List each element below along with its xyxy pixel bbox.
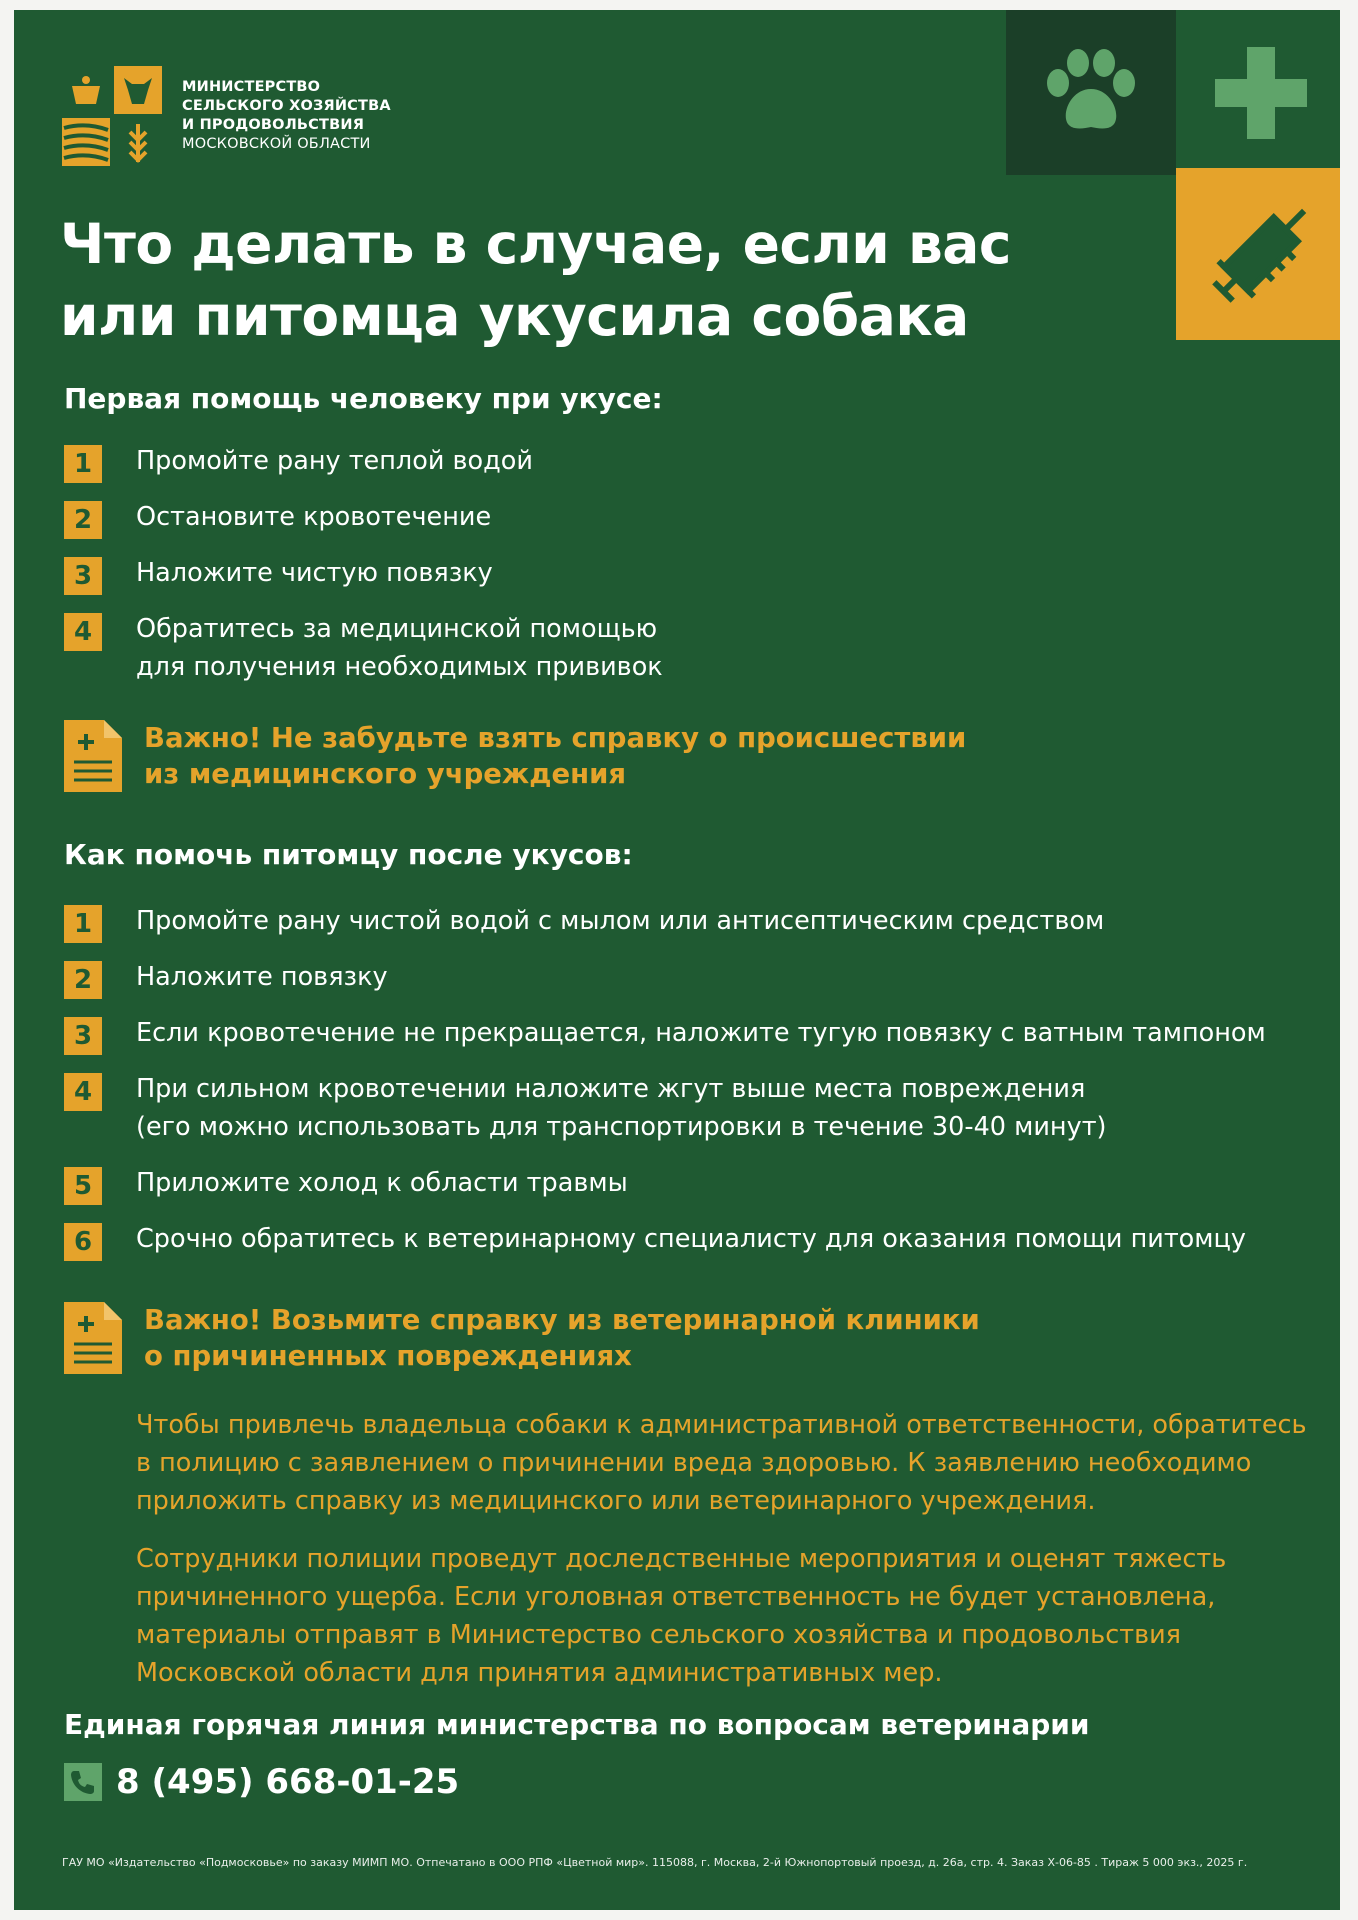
important-text [144,720,966,792]
step-number: 3 [64,557,102,595]
ministry-emblem-icon [62,66,162,166]
important-text [144,1302,980,1374]
step-text: Наложите чистую повязку [136,558,493,588]
title-line1: Что делать в случае, если вас [60,212,1011,276]
step-text-line1: При сильном кровотечении наложите жгут выше места повреждения [136,1074,1086,1104]
important-note-human [64,720,966,792]
step-text-line1: Обратитесь за медицинской помощью [136,614,658,644]
step-number: 5 [64,1167,102,1205]
paw-tile [1006,10,1176,175]
poster [14,10,1340,1910]
step-number: 3 [64,1017,102,1055]
important-line2: о причиненных повреждениях [144,1340,632,1372]
document-icon [64,1302,122,1374]
page-title [60,208,1011,352]
list-item [64,1014,1266,1052]
paw-icon [1036,43,1146,143]
list-item [64,1164,1266,1202]
step-text: Срочно обратитесь к ветеринарному специалисту для оказания помощи питомцу [136,1224,1246,1254]
step-number: 4 [64,613,102,651]
human-steps [64,442,663,686]
step-number: 2 [64,961,102,999]
list-item [64,498,663,536]
step-text: Остановите кровотечение [136,502,492,532]
list-item [64,442,663,480]
hotline-phone [64,1762,459,1802]
ministry-name-line2: СЕЛЬСКОГО ХОЗЯЙСТВА [182,98,391,114]
title-line2: или питомца укусила собака [60,284,969,348]
phone-number[interactable]: 8 (495) 668-01-25 [116,1762,460,1802]
human-heading: Первая помощь человеку при укусе: [64,382,663,415]
list-item [64,1070,1266,1146]
police-investigation-paragraph: Сотрудники полиции проведут доследственные мероприятия и оценят тяжесть причиненного ущерба. Если уголовная ответственность не будет установлена, материалы отправят в Министерство сельского хозяйства и продовольствия Московской области для принятия административных мер. [136,1544,1227,1688]
syringe-tile [1176,168,1340,340]
police-paragraph: Чтобы привлечь владельца собаки к административной ответственности, обратитесь в полицию с заявлением о причинении вреда здоровью. К заявлению необходимо приложить справку из медицинского или ветеринарного учреждения. [136,1410,1307,1516]
pet-steps [64,902,1266,1258]
step-text: Промойте рану теплой водой [136,446,533,476]
important-line1: Важно! Возьмите справку из ветеринарной клиники [144,1304,980,1336]
ministry-name-line1: МИНИСТЕРСТВО [182,79,321,95]
list-item [64,902,1266,940]
medical-cross-icon [1211,43,1311,143]
print-imprint: ГАУ МО «Издательство «Подмосковье» по заказу МИМП МО. Отпечатано в ООО РПФ «Цветной мир». 115088, г. Москва, 2-й Южнопортовый проезд, д. 26а, стр. 4. Заказ Х-06-85 . Тираж 5 000 экз., 2025 г. [62,1856,1248,1869]
step-number: 6 [64,1223,102,1261]
pet-heading: Как помочь питомцу после укусов: [64,838,633,871]
phone-icon [64,1763,102,1801]
step-text: Приложите холод к области травмы [136,1168,628,1198]
important-line1: Важно! Не забудьте взять справку о происшествии [144,722,967,754]
list-item [64,1220,1266,1258]
step-text-line2: для получения необходимых прививок [136,652,663,682]
step-number: 1 [64,445,102,483]
cross-tile [1176,10,1340,175]
step-number: 1 [64,905,102,943]
step-text: Если кровотечение не прекращается, наложите тугую повязку с ватным тампоном [136,1018,1266,1048]
step-text-line2: (его можно использовать для транспортировки в течение 30-40 минут) [136,1112,1107,1142]
step-text: Промойте рану чистой водой с мылом или антисептическим средством [136,906,1105,936]
step-number: 2 [64,501,102,539]
list-item [64,554,663,592]
ministry-logo [62,66,391,166]
step-text: Наложите повязку [136,962,388,992]
list-item [64,610,663,686]
syringe-icon [1196,189,1326,319]
ministry-name [182,78,391,154]
document-icon [64,720,122,792]
hotline-label: Единая горячая линия министерства по вопросам ветеринарии [64,1708,1090,1741]
important-line2: из медицинского учреждения [144,758,627,790]
list-item [64,958,1266,996]
ministry-name-line3: И ПРОДОВОЛЬСТВИЯ [182,117,365,133]
step-number: 4 [64,1073,102,1111]
ministry-name-line4: МОСКОВСКОЙ ОБЛАСТИ [182,136,371,152]
important-note-pet [64,1302,980,1374]
